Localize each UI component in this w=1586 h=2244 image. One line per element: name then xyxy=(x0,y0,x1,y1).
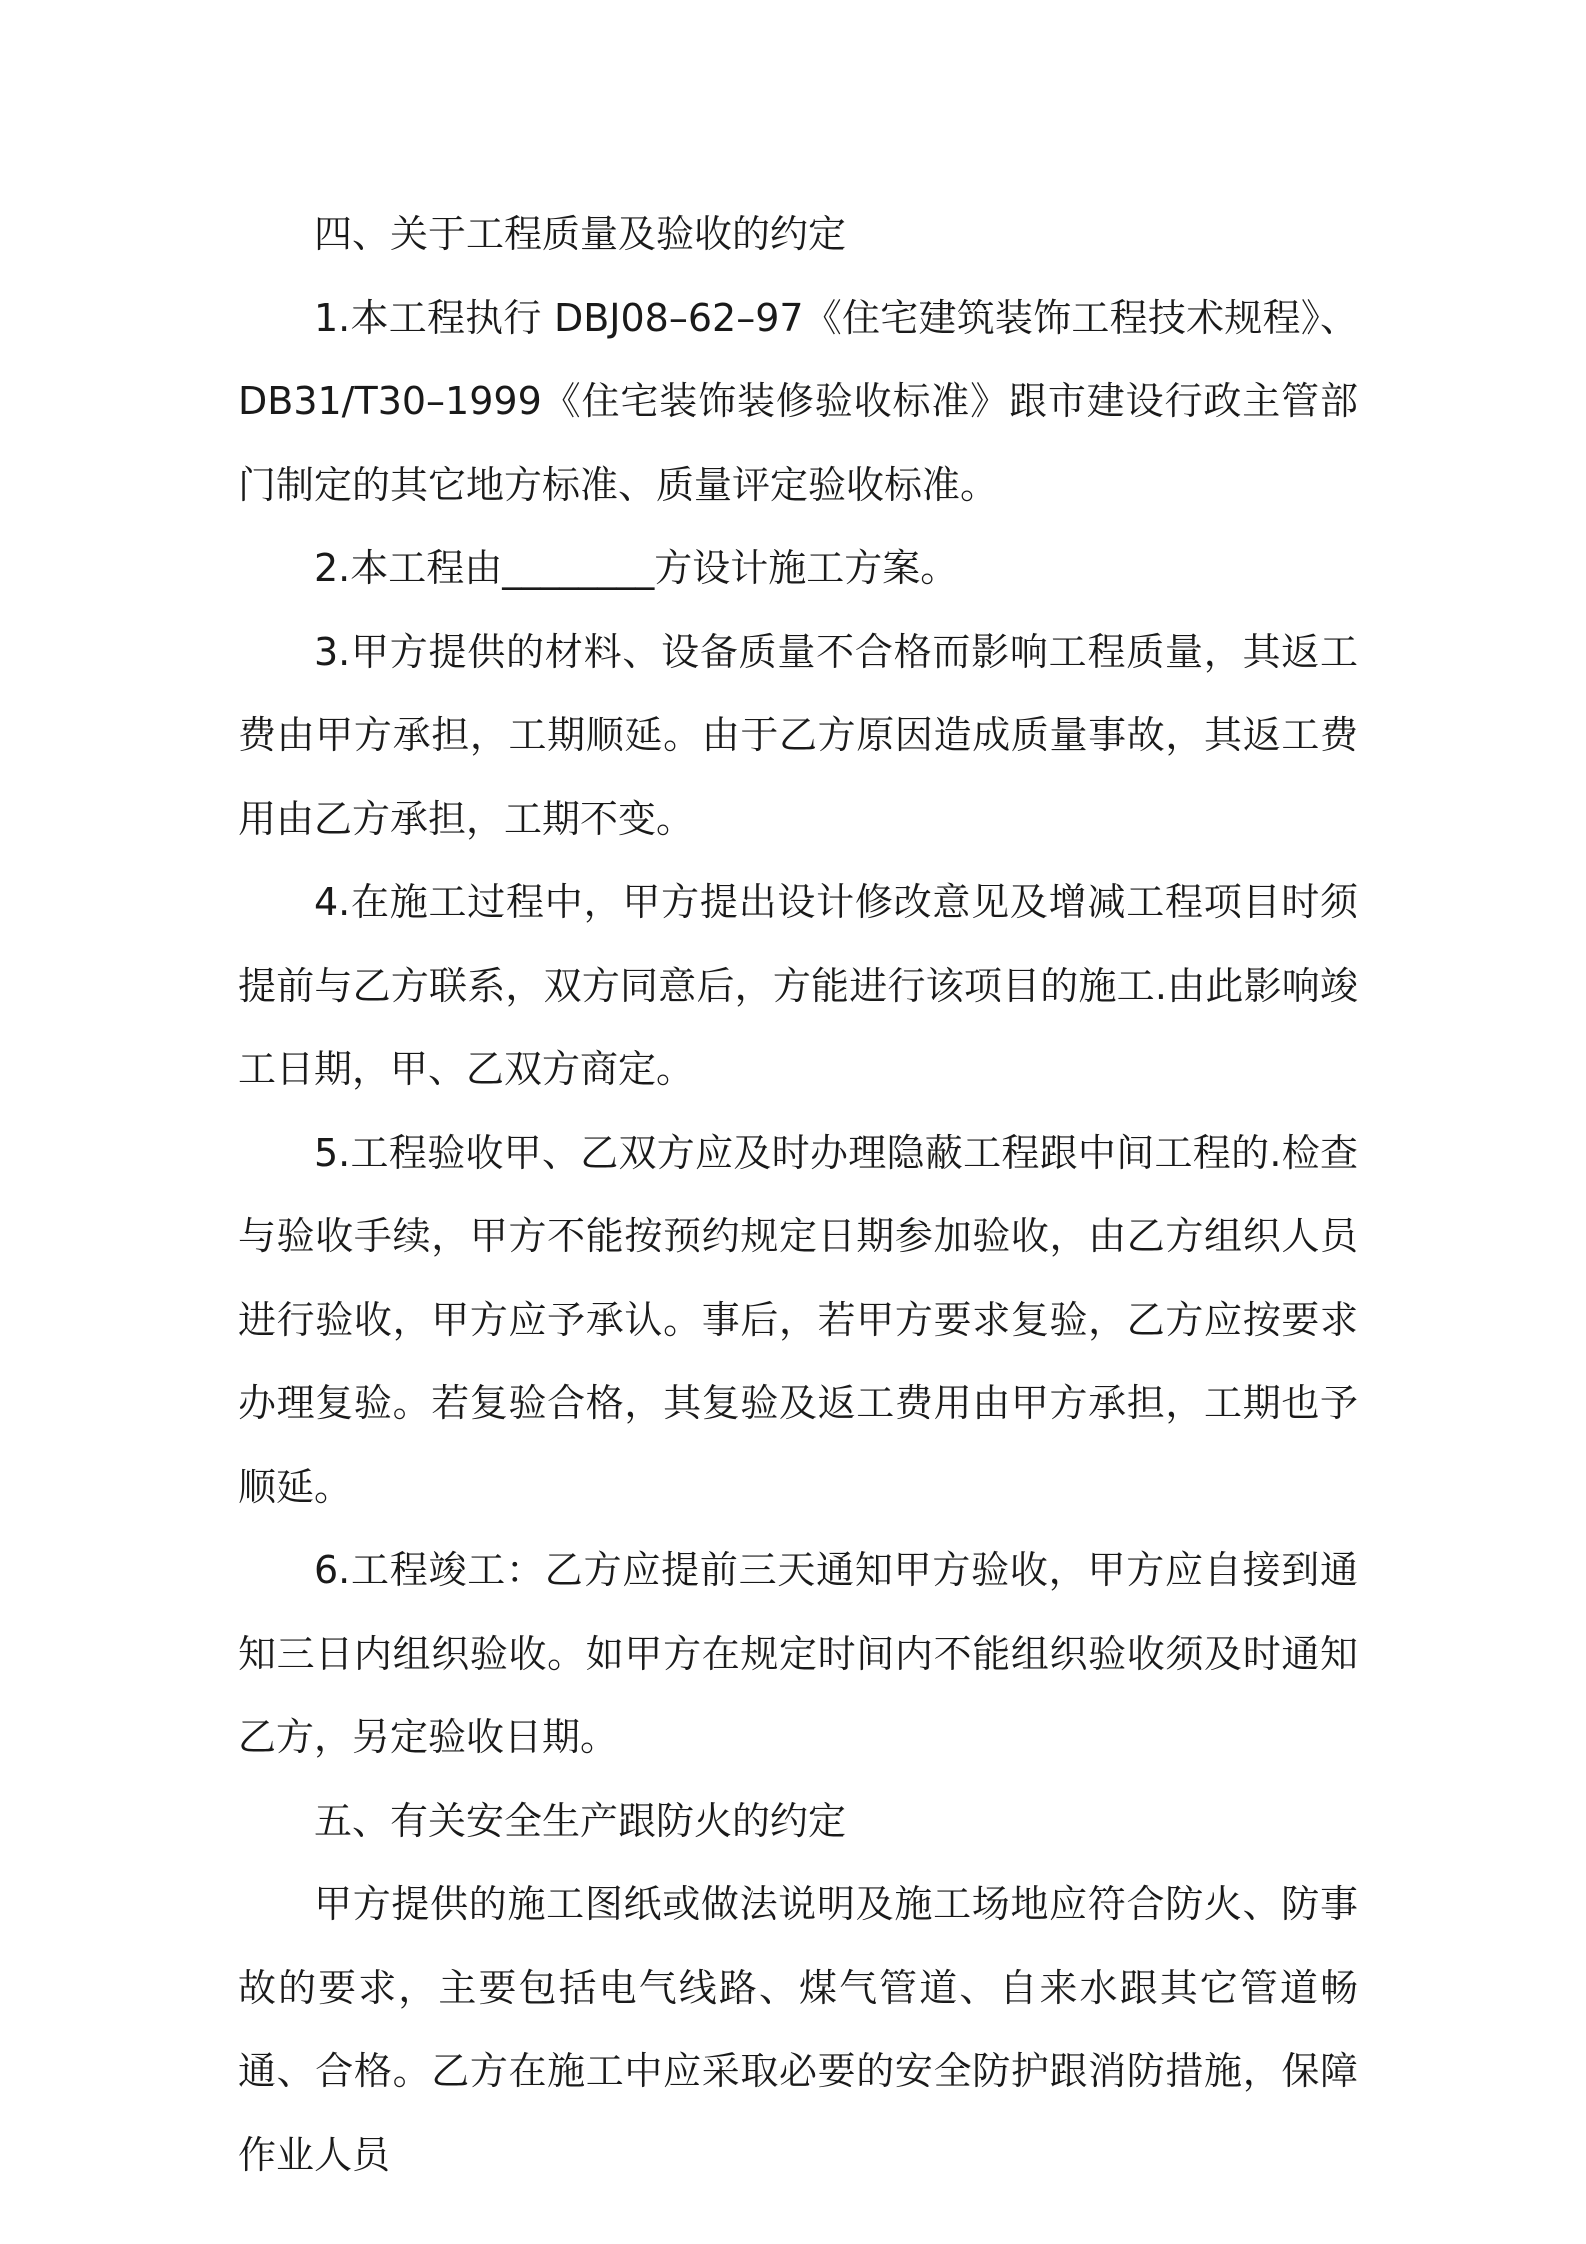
clause-1-standards: 1.本工程执行 DBJ08–62–97《住宅建筑装饰工程技术规程》、DB31/T30–1999《住宅装饰装修验收标准》跟市建设行政主管部门制定的其它地方标准、质量评定验收标准。 xyxy=(238,295,1358,507)
safety-paragraph: 甲方提供的施工图纸或做法说明及施工场地应符合防火、防事故的要求，主要包括电气线路、煤气管道、自来水跟其它管道畅通、合格。乙方在施工中应采取必要的安全防护跟消防措施，保障作业人员 xyxy=(238,1882,1358,2177)
clause-5-inspection: 5.工程验收甲、乙双方应及时办理隐蔽工程跟中间工程的.检查与验收手续，甲方不能按预约规定日期参加验收，由乙方组织人员进行验收，甲方应予承认。事后，若甲方要求复验，乙方应按要求办理复验。若复验合格，其复验及返工费用由甲方承担，工期也予顺延。 xyxy=(238,1130,1358,1509)
section-heading-safety-fire: 五、有关安全生产跟防火的约定 xyxy=(314,1798,847,1843)
clause-6-completion: 6.工程竣工：乙方应提前三天通知甲方验收，甲方应自接到通知三日内组织验收。如甲方在规定时间内不能组织验收须及时通知乙方，另定验收日期。 xyxy=(238,1548,1358,1759)
clause-3-material-quality: 3.甲方提供的材料、设备质量不合格而影响工程质量，其返工费由甲方承担，工期顺延。由于乙方原因造成质量事故，其返工费用由乙方承担，工期不变。 xyxy=(238,629,1358,841)
clause-4-design-changes: 4.在施工过程中，甲方提出设计修改意见及增减工程项目时须提前与乙方联系，双方同意后，方能进行该项目的施工.由此影响竣工日期，甲、乙双方商定。 xyxy=(238,880,1358,1091)
document-body xyxy=(238,193,1358,2197)
clause-2-design-party: 2.本工程由________方设计施工方案。 xyxy=(314,546,959,590)
section-heading-quality-acceptance: 四、关于工程质量及验收的约定 xyxy=(314,212,847,256)
